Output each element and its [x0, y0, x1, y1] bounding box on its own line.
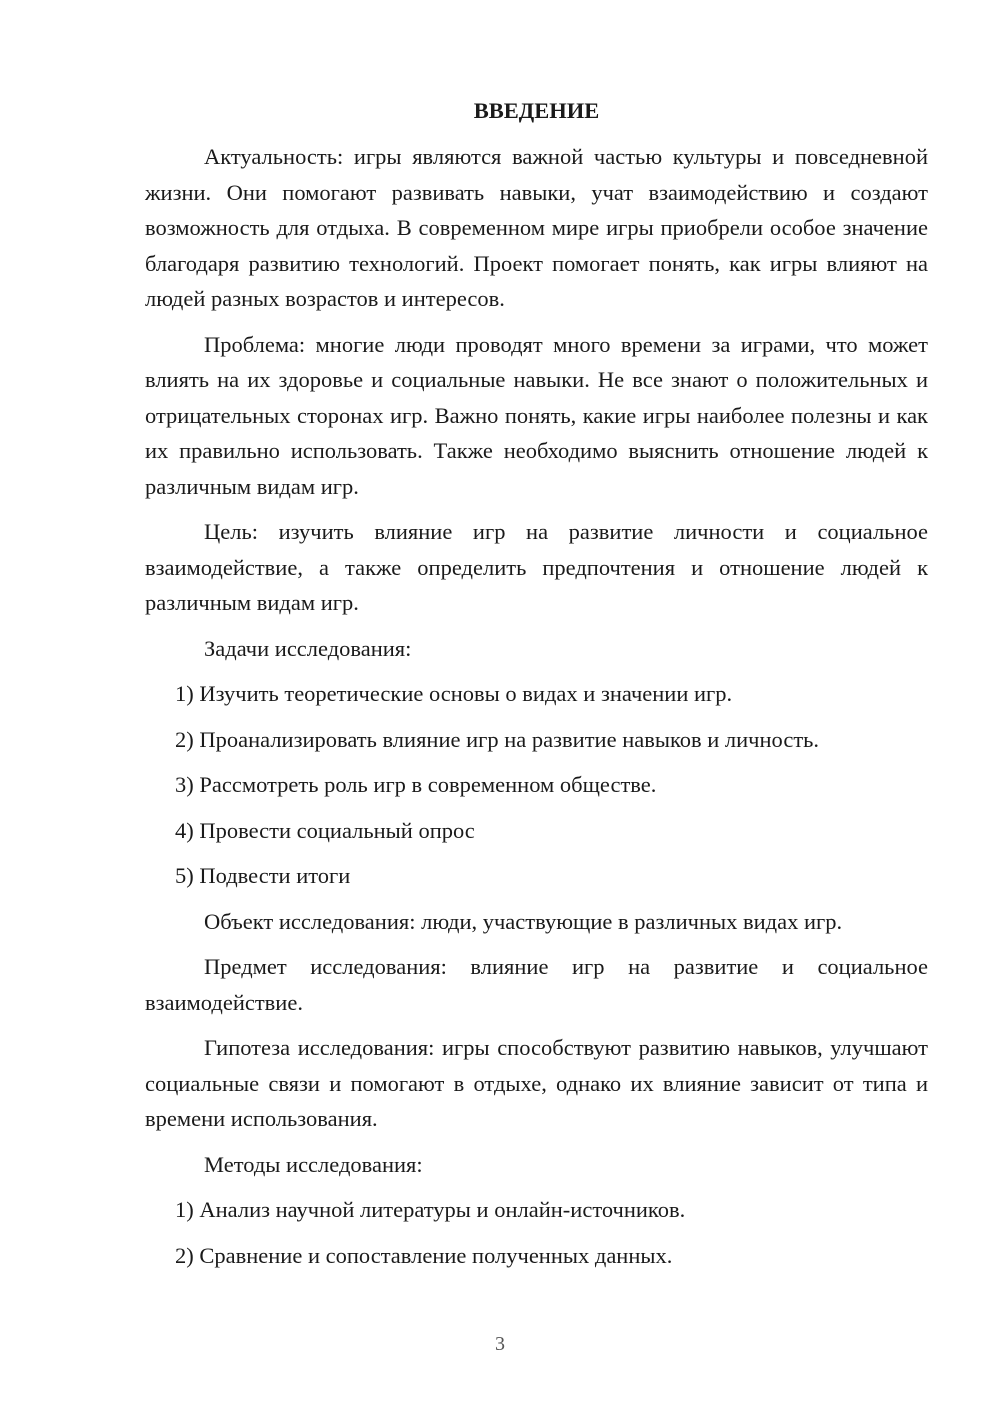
tasks-list: [145, 676, 928, 894]
task-item: 4) Провести социальный опрос: [175, 817, 475, 843]
paragraph-subject: Предмет исследования: влияние игр на развитие и социальное взаимодействие.: [145, 954, 928, 1015]
methods-list: [145, 1192, 928, 1273]
section-title: ВВЕДЕНИЕ: [473, 98, 600, 123]
tasks-heading: Задачи исследования:: [204, 635, 412, 661]
task-item: 5) Подвести итоги: [175, 863, 351, 888]
task-item: 2) Проанализировать влияние игр на развитие навыков и личность.: [175, 726, 820, 752]
paragraph-relevance: Актуальность: игры являются важной частью культуры и повседневной жизни. Они помогают развивать навыки, учат взаимодействию и создают возможность для отдыха. В современном мире игры приобрели особое значение благодаря развитию технологий. Проект помогает понять, как игры влияют на людей разных возрастов и интересов.: [145, 144, 928, 311]
task-item: 3) Рассмотреть роль игр в современном обществе.: [175, 772, 657, 797]
page-number: 3: [495, 1333, 505, 1355]
method-item: 2) Сравнение и сопоставление полученных данных.: [175, 1242, 673, 1268]
paragraph-hypothesis: Гипотеза исследования: игры способствуют развитию навыков, улучшают социальные связи и помогают в отдыхе, однако их влияние зависит от типа и времени использования.: [145, 1035, 928, 1131]
document-body: [145, 95, 928, 1283]
methods-heading: Методы исследования:: [204, 1151, 423, 1177]
task-item: 1) Изучить теоретические основы о видах и значении игр.: [175, 681, 733, 706]
paragraph-object: Объект исследования: люди, участвующие в различных видах игр.: [204, 908, 843, 934]
method-item: 1) Анализ научной литературы и онлайн-источников.: [175, 1197, 686, 1222]
paragraph-problem: Проблема: многие люди проводят много времени за играми, что может влиять на их здоровье и социальные навыки. Не все знают о положительных и отрицательных сторонах игр. Важно понять, какие игры наиболее полезны и как их правильно использовать. Также необходимо выяснить отношение людей к различным видам игр.: [145, 331, 928, 499]
paragraph-goal: Цель: изучить влияние игр на развитие личности и социальное взаимодействие, а также определить предпочтения и отношение людей к различным видам игр.: [145, 519, 928, 615]
